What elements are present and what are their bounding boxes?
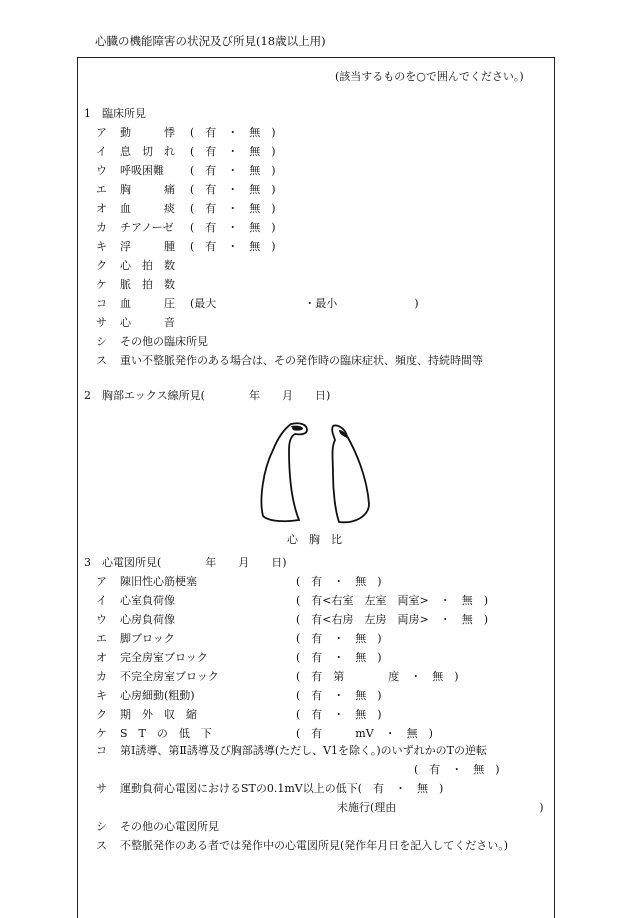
form-title: 心臓の機能障害の状況及び所見(18歳以上用) — [95, 34, 326, 48]
ecg-item-mark: ウ — [96, 613, 107, 626]
clinical-item-mark: エ — [96, 183, 107, 196]
ecg-item-sa-mark: サ — [96, 782, 107, 795]
ecg-item-shi-label: その他の心電図所見 — [120, 820, 219, 833]
ecg-item-label: 期 外 収 縮 — [120, 708, 197, 721]
clinical-item-value[interactable]: ( 有 ・ 無 ) — [190, 126, 276, 139]
clinical-item-mark: ア — [96, 126, 107, 139]
section1-heading: 1 臨床所見 — [84, 107, 146, 120]
ecg-item-label: 心房細動(粗動) — [120, 689, 195, 702]
clinical-item-mark: サ — [96, 316, 107, 329]
clinical-item-mark: コ — [96, 297, 107, 310]
cardiothoracic-ratio-label: 心 胸 比 — [287, 533, 342, 546]
clinical-item-mark: キ — [96, 240, 107, 253]
ecg-item-label: 完全房室ブロック — [120, 651, 208, 664]
ecg-item-label: S T の 低 下 — [120, 727, 212, 740]
clinical-item-label: 心 音 — [120, 316, 175, 329]
ecg-item-sa-value[interactable]: 未施行(理由 ) — [337, 801, 544, 814]
clinical-item-value[interactable]: ( 有 ・ 無 ) — [190, 202, 276, 215]
clinical-item-value[interactable]: ( 有 ・ 無 ) — [190, 183, 276, 196]
clinical-item-value[interactable]: ( 有 ・ 無 ) — [190, 221, 276, 234]
clinical-item-mark: ウ — [96, 164, 107, 177]
left-lung-outline — [332, 425, 369, 522]
ecg-item-label: 心房負荷像 — [120, 613, 175, 626]
ecg-item-value[interactable]: ( 有 ・ 無 ) — [296, 689, 382, 702]
clinical-item-label: 血 痰 — [120, 202, 175, 215]
clinical-item-label: その他の臨床所見 — [120, 335, 208, 348]
clinical-item-value[interactable]: (最大 ・最小 ) — [190, 297, 419, 310]
ecg-item-mark: オ — [96, 651, 107, 664]
ecg-item-mark: エ — [96, 632, 107, 645]
clinical-item-label: 脈 拍 数 — [120, 278, 175, 291]
ecg-item-su-label: 不整脈発作のある者では発作中の心電図所見(発作年月日を記入してください。) — [120, 839, 509, 852]
clinical-item-mark: イ — [96, 145, 107, 158]
section3-heading: 3 心電図所見( 年 月 日) — [84, 556, 287, 569]
ecg-item-label: 心室負荷像 — [120, 594, 175, 607]
clinical-item-value[interactable]: ( 有 ・ 無 ) — [190, 145, 276, 158]
clinical-item-mark: シ — [96, 335, 107, 348]
ecg-item-mark: キ — [96, 689, 107, 702]
ecg-item-mark: カ — [96, 670, 107, 683]
ecg-item-mark: ア — [96, 575, 107, 588]
ecg-item-value[interactable]: ( 有<右室 左室 両室> ・ 無 ) — [296, 594, 489, 607]
clinical-item-label: チアノーゼ — [120, 221, 174, 234]
clinical-item-label: 重い不整脈発作のある場合は、その発作時の臨床症状、頻度、持続時間等 — [120, 354, 483, 367]
instruction-note: (該当するものを○で囲んでください。) — [335, 70, 524, 83]
ecg-item-value[interactable]: ( 有 ・ 無 ) — [296, 632, 382, 645]
clinical-item-label: 動 悸 — [120, 126, 175, 139]
ecg-item-shi-mark: シ — [96, 820, 107, 833]
chest-xray-diagram — [255, 420, 375, 530]
clinical-item-value[interactable]: ( 有 ・ 無 ) — [190, 164, 276, 177]
ecg-item-mark: ケ — [96, 727, 107, 740]
clinical-item-label: 浮 腫 — [120, 240, 175, 253]
clinical-item-label: 心 拍 数 — [120, 259, 175, 272]
ecg-item-label: 不完全房室ブロック — [120, 670, 219, 683]
ecg-item-value[interactable]: ( 有 mV ・ 無 ) — [296, 727, 433, 740]
ecg-item-ko-value[interactable]: ( 有 ・ 無 ) — [414, 763, 500, 776]
clinical-item-mark: オ — [96, 202, 107, 215]
ecg-item-ko-mark: コ — [96, 744, 107, 757]
clinical-item-mark: ス — [96, 354, 107, 367]
ecg-item-value[interactable]: ( 有<右房 左房 両房> ・ 無 ) — [296, 613, 489, 626]
clinical-item-mark: ケ — [96, 278, 107, 291]
ecg-item-value[interactable]: ( 有 ・ 無 ) — [296, 575, 382, 588]
clinical-item-mark: ク — [96, 259, 107, 272]
clinical-item-mark: カ — [96, 221, 107, 234]
ecg-item-mark: ク — [96, 708, 107, 721]
ecg-item-su-mark: ス — [96, 839, 107, 852]
ecg-item-value[interactable]: ( 有 ・ 無 ) — [296, 708, 382, 721]
ecg-item-label: 脚ブロック — [120, 632, 175, 645]
clinical-item-label: 血 圧 — [120, 297, 175, 310]
ecg-item-mark: イ — [96, 594, 107, 607]
clinical-item-label: 呼吸困難 — [120, 164, 164, 177]
right-lung-outline — [261, 423, 307, 521]
ecg-item-value[interactable]: ( 有 第 度 ・ 無 ) — [296, 670, 459, 683]
section2-heading: 2 胸部エックス線所見( 年 月 日) — [84, 389, 331, 402]
clinical-item-label: 息 切 れ — [120, 145, 175, 158]
ecg-item-label: 陳旧性心筋梗塞 — [120, 575, 197, 588]
ecg-item-value[interactable]: ( 有 ・ 無 ) — [296, 651, 382, 664]
ecg-item-ko-label: 第Ⅰ誘導、第Ⅱ誘導及び胸部誘導(ただし、V1を除く。)のいずれかのTの逆転 — [120, 744, 487, 757]
clinical-item-label: 胸 痛 — [120, 183, 175, 196]
ecg-item-sa-label[interactable]: 運動負荷心電図におけるSTの0.1mV以上の低下( 有 ・ 無 ) — [120, 782, 444, 795]
clinical-item-value[interactable]: ( 有 ・ 無 ) — [190, 240, 276, 253]
